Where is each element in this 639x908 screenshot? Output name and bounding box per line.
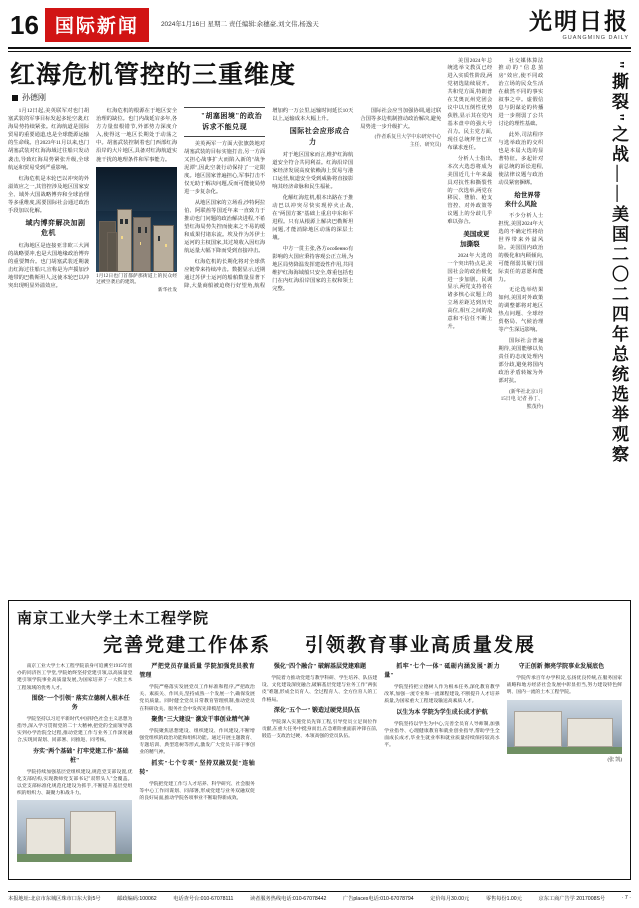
subheading: 美国或更加撕裂 — [460, 231, 490, 248]
photo-lawn — [507, 747, 622, 753]
paragraph: 学院着力推动党建与教学科研、学生培养、队伍建设、文化建设深度融合,破解基层党建与业务工作"两张皮"难题,形成全员育人、全过程育人、全方位育人的工作格局。 — [261, 676, 378, 703]
paragraph: 红海危机是本轮巴以冲突的外溢效应之一,其管控涉及地区国家安全、域外大国战略博弈和全球治理等多重维度,需要国际社会通过政治手段加以化解。 — [8, 175, 90, 214]
advertorial-column-2 — [139, 663, 254, 865]
advertorial-title-left: 完善党建工作体系 — [103, 635, 272, 656]
divider-thick — [8, 47, 631, 49]
paragraph: 红海危机的根源在于地区安全治理的缺位。也门内战延宕多年,各方力量盘根错节,外部势力深度介入,使得这一地区长期处于动荡之中。胡塞武装控制着也门西部红海沿岸的大片地区,具备对红海航道实施干扰的地理条件和军事能力。 — [96, 108, 178, 163]
masthead — [0, 0, 639, 44]
bullet-icon — [12, 95, 18, 101]
subheading: 夯实"两个基础" 打牢党建工作"基础桩" — [32, 748, 129, 764]
photo-window — [120, 219, 122, 224]
subheading: 围绕"一个引领" 落实立德树人根本任务 — [31, 695, 130, 711]
subheading: 抓牢"七个一体" 砥砺内涵发展"新力量" — [384, 664, 500, 679]
subheading: 给世界带来什么风险 — [504, 191, 541, 209]
advertorial-photo — [507, 700, 622, 754]
subheading: 域内博弈解决加剧危机 — [25, 218, 86, 238]
paragraph: 1月12日起,美英联军对也门胡塞武装的军事目标发起多轮空袭,红海局势持续紧张。红海航道是国际贸易的重要通道,也是全球能源运输的生命线。自2023年11月以来,也门胡塞武装对红海海域过往船只发动袭击,导致红海局势紧张升级,全球航运和贸易受到严重影响。 — [8, 108, 90, 171]
article-photo-figure — [96, 167, 177, 295]
advertorial — [8, 600, 631, 880]
byline-author: 孙德刚 — [22, 93, 46, 103]
right-article-headline-block — [549, 58, 631, 618]
photo-light — [121, 236, 123, 239]
subheading: 严把党员存量质量 学院加强党员教育管理 — [139, 664, 255, 679]
paragraph: 学院深入实施党员先锋工程,引导党员立足岗位作贡献,在重大任务中挺身而出,在急难险重面前冲锋在前,锻造一支政治过硬、本领高强的党员队伍。 — [261, 719, 378, 740]
footer-page: · 7 · — [621, 895, 631, 901]
right-article-headline: "撕裂"之战——美国二〇二四年总统选举观察 — [609, 59, 628, 465]
advertorial-title — [17, 630, 622, 657]
advertorial-column-5 — [507, 663, 622, 865]
photo-light — [165, 244, 167, 247]
footer-phone: 电话查号台:010-67078111 — [173, 896, 234, 902]
paragraph: 无论选举结果如何,美国对外政策的调整都将对地区热点问题、全球经贸格局、气候治理等产生深远影响。 — [498, 287, 544, 334]
photo-building — [107, 232, 117, 272]
right-column-2 — [498, 58, 543, 415]
footer-print: 京东工商广告学 2017008S号 — [538, 896, 606, 902]
paragraph: 国际社会普遍期待,美国能够以负责任的态度处理内部分歧,避免将国内政治矛盾转嫁为外部对抗。 — [498, 338, 544, 384]
photo-building — [153, 225, 174, 271]
paragraph: 学院坚持以学生为中心,完善全员育人导师制,加强学业指导、心理健康教育和就业创业指导,帮助学生全面成长成才,毕业生就业率和就业质量持续保持较高水平。 — [384, 721, 500, 749]
logo-title: 光明日报 — [529, 8, 629, 34]
subheading: 国际社会应形成合力 — [289, 127, 350, 146]
advertorial-column-4 — [384, 663, 499, 865]
advertorial-signature: (张 凯) — [607, 757, 623, 763]
footer-retail: 零售每份1.00元 — [485, 896, 522, 902]
photo-building — [26, 818, 65, 855]
article-photo — [96, 167, 177, 272]
article-note: (作者系复旦大学中东研究中心主任、研究员) — [374, 135, 442, 148]
photo-building — [514, 711, 562, 747]
paragraph: 社交媒体算法推动的"信息茧房"效应,使不同政治立场的民众生活在截然不同的事实叙事之中。虚假信息与阴谋论的传播进一步削弱了公共讨论的理性基础。 — [498, 57, 544, 127]
newspaper-logo — [529, 10, 629, 41]
photo-window — [158, 236, 160, 241]
paragraph: 国际社会应当加强协调,通过联合国等多边机制推动政治解决,避免局势进一步升级扩大。 — [360, 108, 442, 131]
issue-line: 2024年1月16日 星期二 责任编辑:余穗豪,刘文伟,杨逸天 — [160, 20, 319, 28]
page-number: 16 — [10, 10, 39, 40]
footer-hotline: 读者服务热线电话:010-67078442 — [249, 896, 327, 902]
photo-credit: 新华社发 — [157, 287, 178, 293]
photo-window — [138, 227, 140, 232]
advertorial-column-3 — [262, 663, 377, 865]
subheading: "胡塞困境"的政治诉求不能兑现 — [184, 107, 265, 136]
paragraph: 美国2024年总统选举文教页已经进入实质性阶段,两党初选陆续展开。共和党方面,特朗普在艾奥瓦州党团会议中以压倒性优势获胜,显示其在党内基本盘中的强大号召力。民主党方面,现任总统拜登已宣布谋求连任。 — [447, 57, 493, 151]
paragraph: 对于地区国家而言,维护红海航道安全符合共同利益。红海沿岸国家经济发展高度依赖海上贸易与港口运营,航道安全受到威胁将直接影响其经济命脉和民生福祉。 — [272, 151, 354, 190]
photo-light — [140, 242, 142, 245]
subheading: 强化"四个融合" 破解基层党建难题 — [273, 664, 366, 670]
paragraph: 学院聚焦思想建设、组织建设、作风建设,不断增强党组织的政治功能和组织功能。通过开展主题教育、专题培训、典型选树等形式,激发广大党员干部干事创业的精气神。 — [139, 728, 255, 756]
footer-price: 定价每月30.00元 — [430, 896, 470, 902]
footer-ads: 广告places电话:010-67078794 — [343, 896, 414, 902]
paragraph: 学院传承百年办学积淀,弘扬优良传统,在服务国家战略和地方经济社会发展中彰显担当,努力建设特色鲜明、国内一流的土木工程学院。 — [506, 676, 623, 696]
photo-window — [125, 219, 127, 224]
paragraph: 学院坚持以习近平新时代中国特色社会主义思想为指导,深入学习贯彻党的二十大精神,把党的全面领导落实到办学治院全过程,推动党建工作与业务工作深度融合,实现同谋划、同部署、同推进、同考核。 — [17, 716, 133, 744]
footer-postcode: 邮政编码:100062 — [117, 896, 157, 902]
paragraph: 2024年大选的一个突出特点是,美国社会的政治极化进一步加剧。民调显示,两党支持者在诸多核心议题上的立场差距达到历史高位,相互之间的敌意和不信任不断上升。 — [447, 252, 493, 331]
paragraph: 学院坚持把立德树人作为根本任务,深化教育教学改革,加强一流专业和一流课程建设,不断提升人才培养质量,为国家重大工程建设输送高素质人才。 — [384, 685, 500, 705]
paragraph: 学院严格落实发展党员工作标准和程序,严把政治关、素质关、作风关,坚持成熟一个发展一个,确保发展党员质量。同时健全党员日常教育管理机制,推动党员在科研攻关、服务社会中发挥先锋模范作用。 — [139, 685, 255, 712]
paragraph: 化解红海危机,根本出路在于推动巴以冲突尽快实现停火止战,在"两国方案"基础上重启中东和平进程。只有从根源上解决巴勒斯坦问题,才能消除地区动荡的深层土壤。 — [272, 194, 354, 242]
main-article — [8, 58, 441, 618]
paragraph: 不少分析人士担忧,美国2024年大选的不确定性将给世界带来外溢风险。美国国内政治的极化和内顾倾向,可能削弱其履行国际责任的意愿和能力。 — [498, 213, 544, 283]
photo-building — [567, 718, 613, 747]
photo-building — [117, 209, 132, 272]
photo-window — [145, 227, 147, 232]
advertorial-photo — [17, 800, 132, 862]
paragraph: 学院持续加强基层党组织建设,规范党支部设置,优化支部结构,实现教师党支部书记"双带头人"全覆盖。以党支部标准化规范化建设为抓手,不断提升基层党组织的组织力、凝聚力和战斗力。 — [17, 769, 133, 797]
photo-building — [133, 217, 151, 272]
article-zone — [8, 58, 631, 618]
logo-subtitle: GUANGMING DAILY — [562, 34, 629, 41]
subheading: 深化"五个一" 锻造过硬党员队伍 — [273, 707, 360, 714]
article-columns — [8, 107, 441, 604]
paragraph: 从地区国家的立场看,沙特阿拉伯、阿联酋等国近年来一直致力于推动也门问题的政治解决进程,不希望红海局势失控而使来之不易的缓和成果付诸东流。埃及作为苏伊士运河的主权国家,其过境收入因红海航运量大幅下降而受到直接冲击。 — [184, 199, 266, 255]
advertorial-column-1 — [17, 663, 132, 865]
right-column-1 — [447, 58, 492, 415]
subheading: 抓实"七个专项" 坚持双融双促"连轴转" — [139, 760, 255, 776]
photo-lawn — [17, 854, 132, 863]
photo-caption: 1月12日也门首都萨那街道上的民众经过被空袭后的建筑。 — [96, 273, 178, 286]
paragraph: 南京工业大学土木工程学院前身可追溯至1915年创办的同济医工学堂,学院始终坚持党建引领,以高质量党建引领学院事业高质量发展,为国家培养了一大批土木工程领域的优秀人才。 — [17, 664, 133, 691]
photo-building — [70, 811, 116, 854]
advertorial-org: 南京工业大学土木工程学院 — [17, 611, 210, 627]
paragraph: 美英两军一方面大张旗鼓地对胡塞武装的目标实施打击,另一方面又担心战事扩大而陷入新的"战争泥潭",因此空袭行动保持了一定限度。地区国家普遍担心,军事打击不仅无助于解决问题,反而可能使局势进一步复杂化。 — [184, 140, 266, 195]
photo-sky — [96, 167, 177, 211]
paragraph: 中方一贯主张,各方особенно有影响的大国应秉持客观公正立场,为地区局势降温发挥建设性作用,共同维护红海海域船只安全,尊重包括也门在内红海沿岸国家的主权和领土完整。 — [272, 246, 354, 293]
footer-address: 本报地址:北京市东城区珠市口东大街5号 — [8, 896, 101, 902]
paragraph: 红海危机的长期化将对全球供应链带来持续冲击。数据显示,近期通过苏伊士运河的船舶数量显著下降,大量商船被迫绕行好望角,航程增加约一万公里,运输时间延长10天以上,运输成本大幅上升。 — [184, 108, 354, 290]
paragraph: 此外,司法程序与选举政治的交织也是本届大选的显著特征。多起针对前总统的诉讼进程,使法律议题与政治动员紧密捆绑。 — [498, 131, 544, 186]
page-footer — [8, 891, 631, 902]
advertorial-body — [17, 663, 622, 865]
subheading: 守正创新 擦亮学院事业发展底色 — [518, 664, 605, 670]
subheading: 聚焦"三大建设" 激发干事创业精气神 — [151, 716, 250, 723]
article-note: (新华社北京1月15日电 记者 孙丁、熊茂伶) — [500, 389, 544, 410]
byline — [12, 92, 441, 103]
paragraph: 学院把党建工作与人才培养、科学研究、社会服务等中心工作同谋划、同部署,形成党建与业务双融双促的良好局面,推动学院各项事业不断取得新成效。 — [139, 781, 255, 801]
page-title: 红海危机管控的三重维度 — [10, 61, 297, 89]
section-tag: 国际新闻 — [45, 8, 149, 42]
advertorial-title-right: 引领教育事业高质量发展 — [304, 635, 536, 656]
right-column-wrap — [447, 58, 543, 415]
divider-thin — [8, 51, 631, 52]
paragraph: 分析人士指出,本次大选恐将成为美国近几十年来最具对抗性和撕裂性的一次选举,两党在移民、堕胎、枪支管控、对外政策等议题上的分歧几乎难以弥合。 — [447, 155, 493, 226]
subheading: 以生为本 学院为学生成长成才护航 — [396, 709, 488, 716]
right-article-columns — [447, 58, 543, 618]
paragraph: 红海地区是连接亚非欧三大洲的战略要冲,也是大国地缘政治博弈的重要舞台。也门胡塞武装近期袭击红海过往船只,宣称是为声援加沙地带的巴勒斯坦人,这使本轮巴以冲突出现明显外溢效应。 — [8, 243, 90, 290]
